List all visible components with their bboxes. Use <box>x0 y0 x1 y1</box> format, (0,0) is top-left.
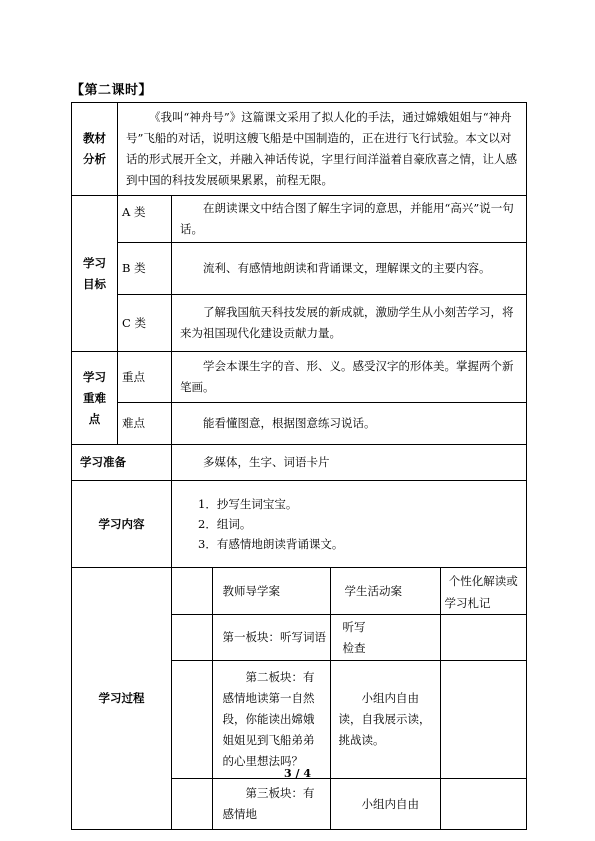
objective-text-a: 在朗读课文中结合图了解生字词的意思，并能用“高兴”说一句话。 <box>172 196 527 243</box>
difficult-point-row <box>72 403 527 445</box>
section-title: 【第二课时】 <box>71 83 153 98</box>
notes-cell-2 <box>440 661 526 779</box>
content-list <box>172 481 527 568</box>
key-points-label: 学习 重难 点 <box>72 352 118 445</box>
analysis-label: 教材 分析 <box>72 103 118 196</box>
objectives-label: 学习 目标 <box>72 196 118 352</box>
difficult-point-text: 能看懂图意，根据图意练习说话。 <box>172 403 527 445</box>
analysis-text: 《我叫“神舟号”》这篇课文采用了拟人化的手法，通过嫦娥姐姐与“神舟号”飞船的对话，说明这艘飞船是中国制造的，正在进行飞行试验。本文以对话的形式展开全文，并融入神话传说，字里行间洋溢着自豪欣喜之情，让人感到中国的科技发展硕果累累，前程无限。 <box>118 103 527 196</box>
content-row <box>72 481 527 568</box>
page-number: 3 / 4 <box>284 767 311 780</box>
teacher-step-1: 第一板块：听写词语 <box>212 615 330 661</box>
notes-header: 个性化解读或 学习札记 <box>440 568 526 615</box>
preparation-row <box>72 445 527 481</box>
objective-row-c <box>72 295 527 352</box>
process-row <box>72 568 527 830</box>
preparation-label: 学习准备 <box>72 445 172 481</box>
content-item: 2．组词。 <box>198 517 252 531</box>
process-row-3 <box>172 779 526 830</box>
difficult-point-type: 难点 <box>118 403 172 445</box>
teacher-step-2: 第二板块：有感情地读第一自然段，你能读出嫦娥姐姐见到飞船弟弟的心里想法吗？ <box>212 661 330 779</box>
content-label: 学习内容 <box>72 481 172 568</box>
teacher-step-3: 第三板块：有感情地 <box>212 779 330 830</box>
objective-text-c: 了解我国航天科技发展的新成就，激励学生从小刻苦学习，将来为祖国现代化建设贡献力量。 <box>172 295 527 352</box>
objective-row-a <box>72 196 527 243</box>
student-plan-header: 学生活动案 <box>330 568 440 615</box>
key-point-row <box>72 352 527 403</box>
preparation-text: 多媒体，生字、词语卡片 <box>172 445 527 481</box>
lesson-plan-table <box>71 102 527 830</box>
process-row-1 <box>172 615 526 661</box>
analysis-row <box>72 103 527 196</box>
notes-cell-3 <box>440 779 526 830</box>
objective-row-b <box>72 243 527 295</box>
content-item: 3．有感情地朗读背诵课文。 <box>198 537 344 551</box>
notes-cell-1 <box>440 615 526 661</box>
objective-text-b: 流利、有感情地朗读和背诵课文，理解课文的主要内容。 <box>172 243 527 295</box>
process-label: 学习过程 <box>72 568 172 830</box>
process-table <box>172 568 526 829</box>
key-point-type: 重点 <box>118 352 172 403</box>
process-header-row <box>172 568 526 615</box>
student-step-1: 听写 检查 <box>330 615 440 661</box>
teacher-plan-header: 教师导学案 <box>212 568 330 615</box>
content-item: 1．抄写生词宝宝。 <box>198 497 298 511</box>
process-row-2 <box>172 661 526 779</box>
student-step-3: 小组内自由 <box>330 779 440 830</box>
objective-class-a: A 类 <box>118 196 172 243</box>
key-point-text: 学会本课生字的音、形、义。感受汉字的形体美。掌握两个新笔画。 <box>172 352 527 403</box>
objective-class-c: C 类 <box>118 295 172 352</box>
objective-class-b: B 类 <box>118 243 172 295</box>
student-step-2: 小组内自由读，自我展示读，挑战读。 <box>330 661 440 779</box>
